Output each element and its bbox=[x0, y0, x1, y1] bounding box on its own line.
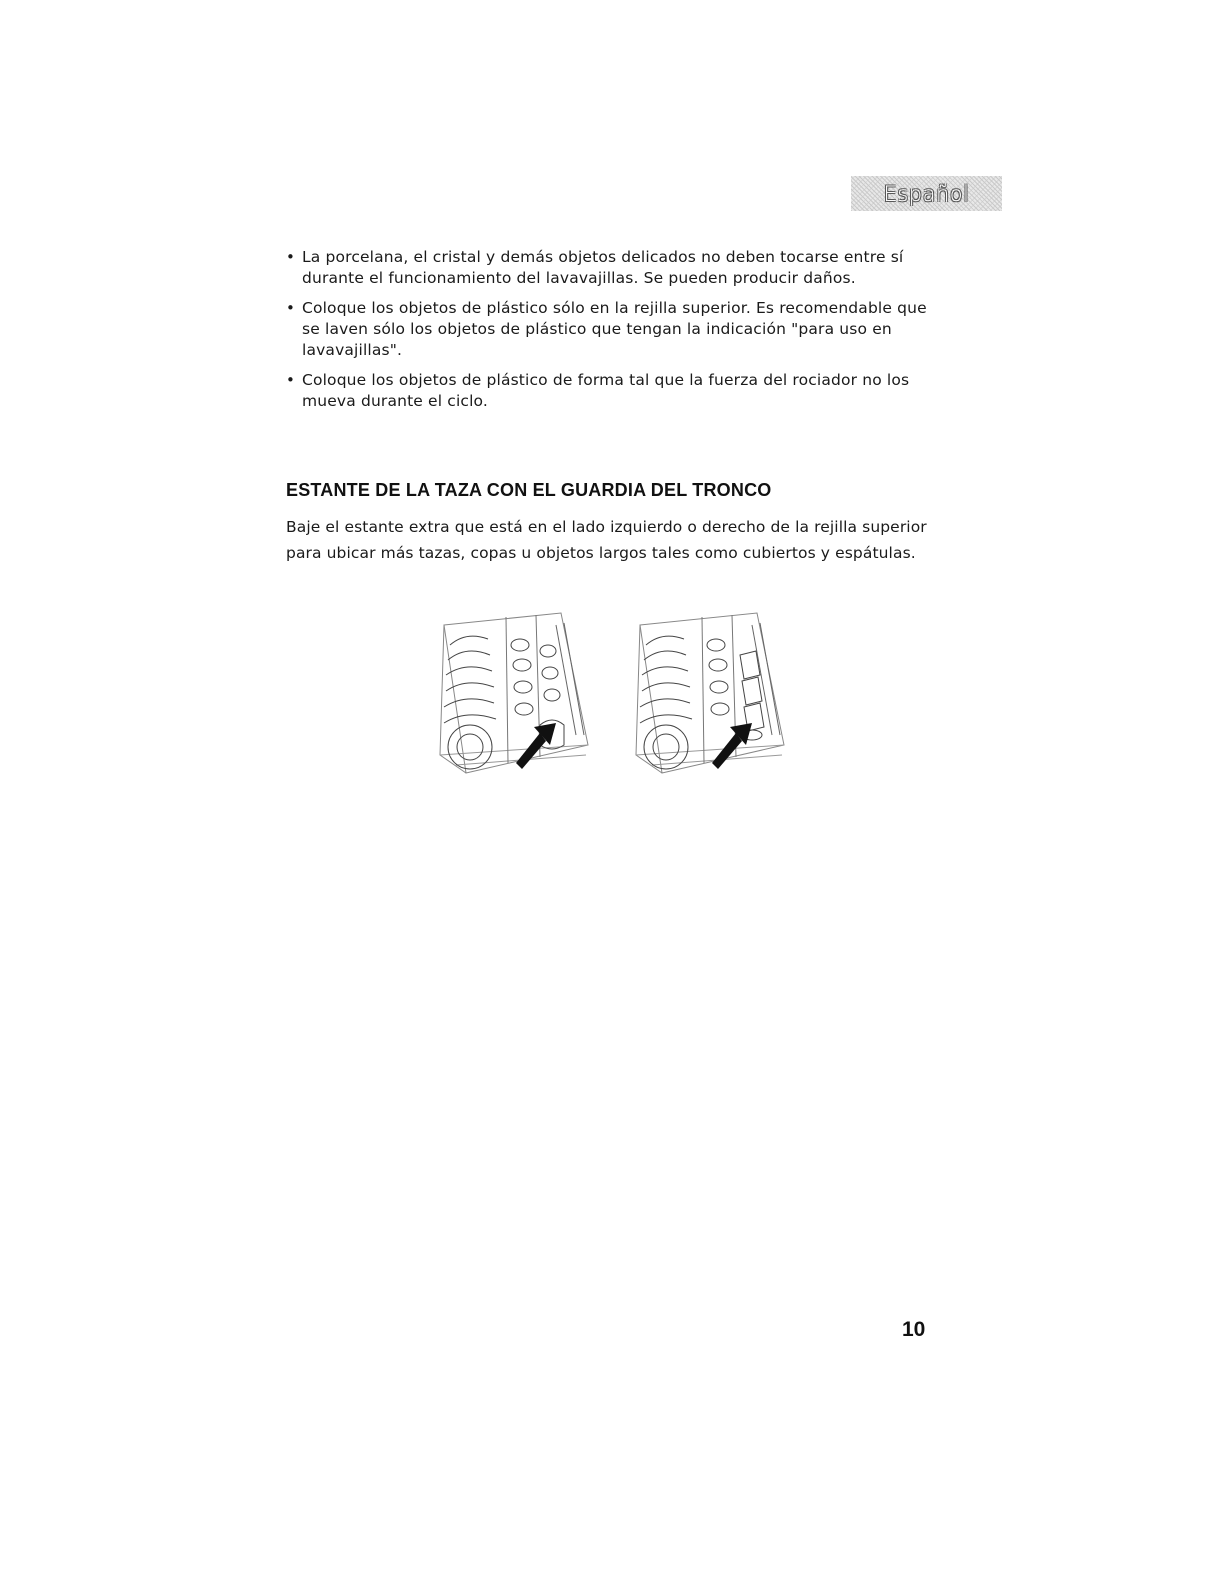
list-item bbox=[286, 298, 936, 361]
bullet-text: Coloque los objetos de plástico de forma tal que la fuerza del rociador no los mueva durante el ciclo. bbox=[302, 371, 910, 410]
language-label: Español bbox=[883, 181, 970, 206]
dish-rack-cup-shelf-lowered-illustration bbox=[632, 605, 792, 785]
bullet-text: La porcelana, el cristal y demás objetos delicados no deben tocarse entre sí durante el funcionamiento del lavavajillas. Se pueden producir daños. bbox=[302, 248, 904, 287]
list-item bbox=[286, 370, 936, 412]
bullet-text: Coloque los objetos de plástico sólo en la rejilla superior. Es recomendable que se laven sólo los objetos de plástico que tengan la indicación "para uso en lavavajillas". bbox=[302, 299, 927, 359]
section-heading: ESTANTE DE LA TAZA CON EL GUARDIA DEL TRONCO bbox=[286, 480, 772, 500]
section-paragraph: Baje el estante extra que está en el lado izquierdo o derecho de la rejilla superior para ubicar más tazas, copas u objetos largos tales como cubiertos y espátulas. bbox=[286, 518, 927, 562]
bullet-icon: • bbox=[286, 248, 295, 266]
bullet-list bbox=[286, 247, 936, 421]
dish-rack-illustration-right bbox=[632, 605, 792, 785]
dish-rack-illustration-left bbox=[436, 605, 596, 785]
language-tab bbox=[851, 176, 1002, 211]
list-item bbox=[286, 247, 936, 289]
bullet-icon: • bbox=[286, 371, 295, 389]
bullet-icon: • bbox=[286, 299, 295, 317]
dish-rack-cup-shelf-raised-illustration bbox=[436, 605, 596, 785]
page-number: 10 bbox=[902, 1318, 926, 1341]
